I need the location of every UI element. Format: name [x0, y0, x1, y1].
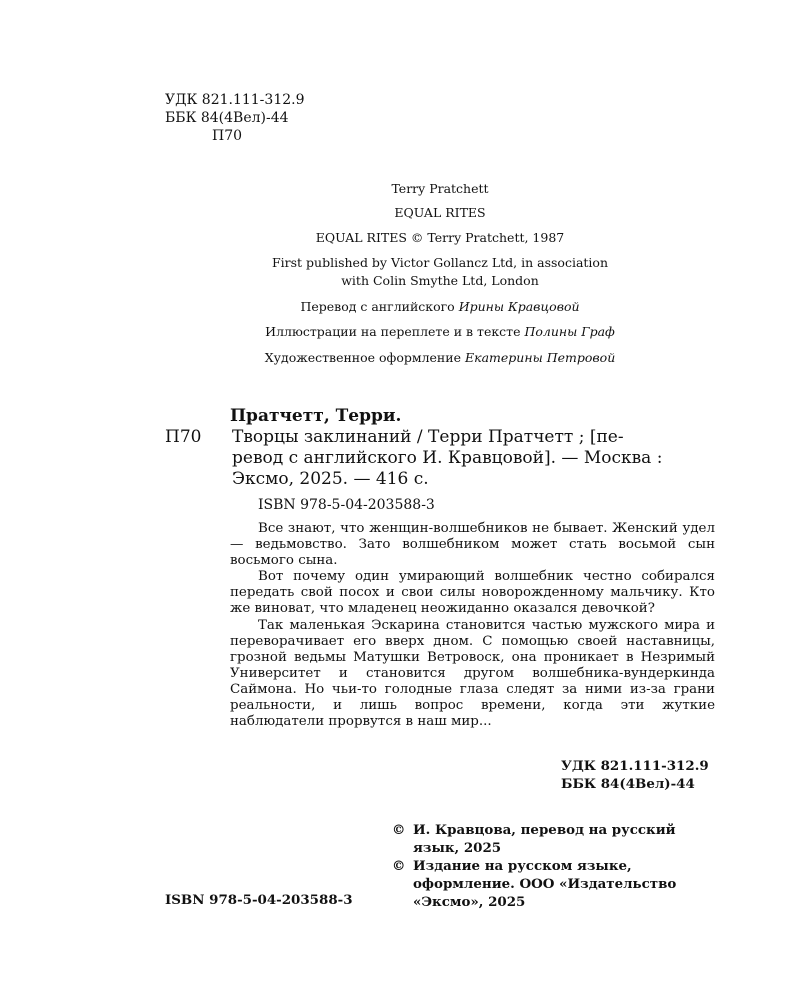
- designer-name: Екатерины Петровой: [464, 350, 616, 365]
- copyright-translation-line-1: И. Кравцова, перевод на русский: [413, 822, 676, 838]
- catalog-line-1: Творцы заклинаний / Терри Пратчетт ; [пе-: [232, 427, 624, 447]
- illustrations-label: Иллюстрации на переплете и в тексте: [265, 324, 521, 339]
- first-published-line-1: First published by Victor Gollancz Ltd, in association: [271, 255, 608, 270]
- catalog-line-2: ревод с английского И. Кравцовой]. — Москва :: [232, 448, 663, 468]
- annotation-paragraph: Так маленькая Эскарина становится частью мужского мира и переворачивает его вверх дном. С помощью своей наставницы, грозной ведьмы Матушки Ветровоск, она проникает в Незримый Университет и становится другом волшебника-вундеркинда Саймона. Но чьи-то голодные глаза следят за ними из-за грани реальности, и лишь вопрос времени, когда эти жуткие наблюдатели прорвутся в наш мир...: [230, 617, 715, 730]
- copyright-edition-line-2: оформление. ООО «Издательство: [413, 876, 677, 892]
- bbk-code-bottom: ББК 84(4Вел)-44: [561, 776, 695, 792]
- udk-code-top: УДК 821.111-312.9: [165, 92, 305, 108]
- catalog-line-3: Эксмо, 2025. — 416 с.: [232, 469, 429, 489]
- catalog-author-mark: П70: [165, 427, 202, 447]
- author-en: Terry Pratchett: [391, 181, 489, 196]
- annotation: [230, 521, 715, 730]
- illustrator-name: Полины Граф: [524, 324, 615, 339]
- translation-credit: [150, 299, 730, 314]
- design-credit: [150, 350, 730, 365]
- title-en: EQUAL RITES: [394, 205, 486, 220]
- udk-code-bottom: УДК 821.111-312.9: [561, 758, 709, 774]
- annotation-paragraph: Все знают, что женщин-волшебников не бывает. Женский удел — ведьмовство. Зато волшебником может стать восьмой сын восьмого сына.: [230, 521, 715, 569]
- catalog-isbn: ISBN 978-5-04-203588-3: [258, 497, 435, 513]
- design-label: Художественное оформление: [264, 350, 461, 365]
- annotation-paragraph: Вот почему один умирающий волшебник честно собирался передать свой посох и свои силы новорожденному мальчику. Кто же виноват, что младенец неожиданно оказался девочкой?: [230, 569, 715, 617]
- copyright-sign-1: ©: [392, 822, 406, 838]
- author-mark-top: П70: [212, 128, 243, 144]
- copyright-line: EQUAL RITES © Terry Pratchett, 1987: [315, 230, 565, 245]
- translation-label: Перевод с английского: [300, 299, 455, 314]
- copyright-edition-line-1: Издание на русском языке,: [413, 858, 632, 874]
- copyright-sign-2: ©: [392, 858, 406, 874]
- isbn-bottom: ISBN 978-5-04-203588-3: [165, 892, 353, 908]
- first-published-line-2: with Colin Smythe Ltd, London: [341, 273, 539, 288]
- bbk-code-top: ББК 84(4Вел)-44: [165, 110, 289, 126]
- copyright-translation-line-2: язык, 2025: [413, 840, 502, 856]
- copyright-edition-line-3: «Эксмо», 2025: [413, 894, 526, 910]
- illustrations-credit: [150, 324, 730, 339]
- catalog-heading: Пратчетт, Терри.: [230, 406, 402, 426]
- translator-name: Ирины Кравцовой: [458, 299, 580, 314]
